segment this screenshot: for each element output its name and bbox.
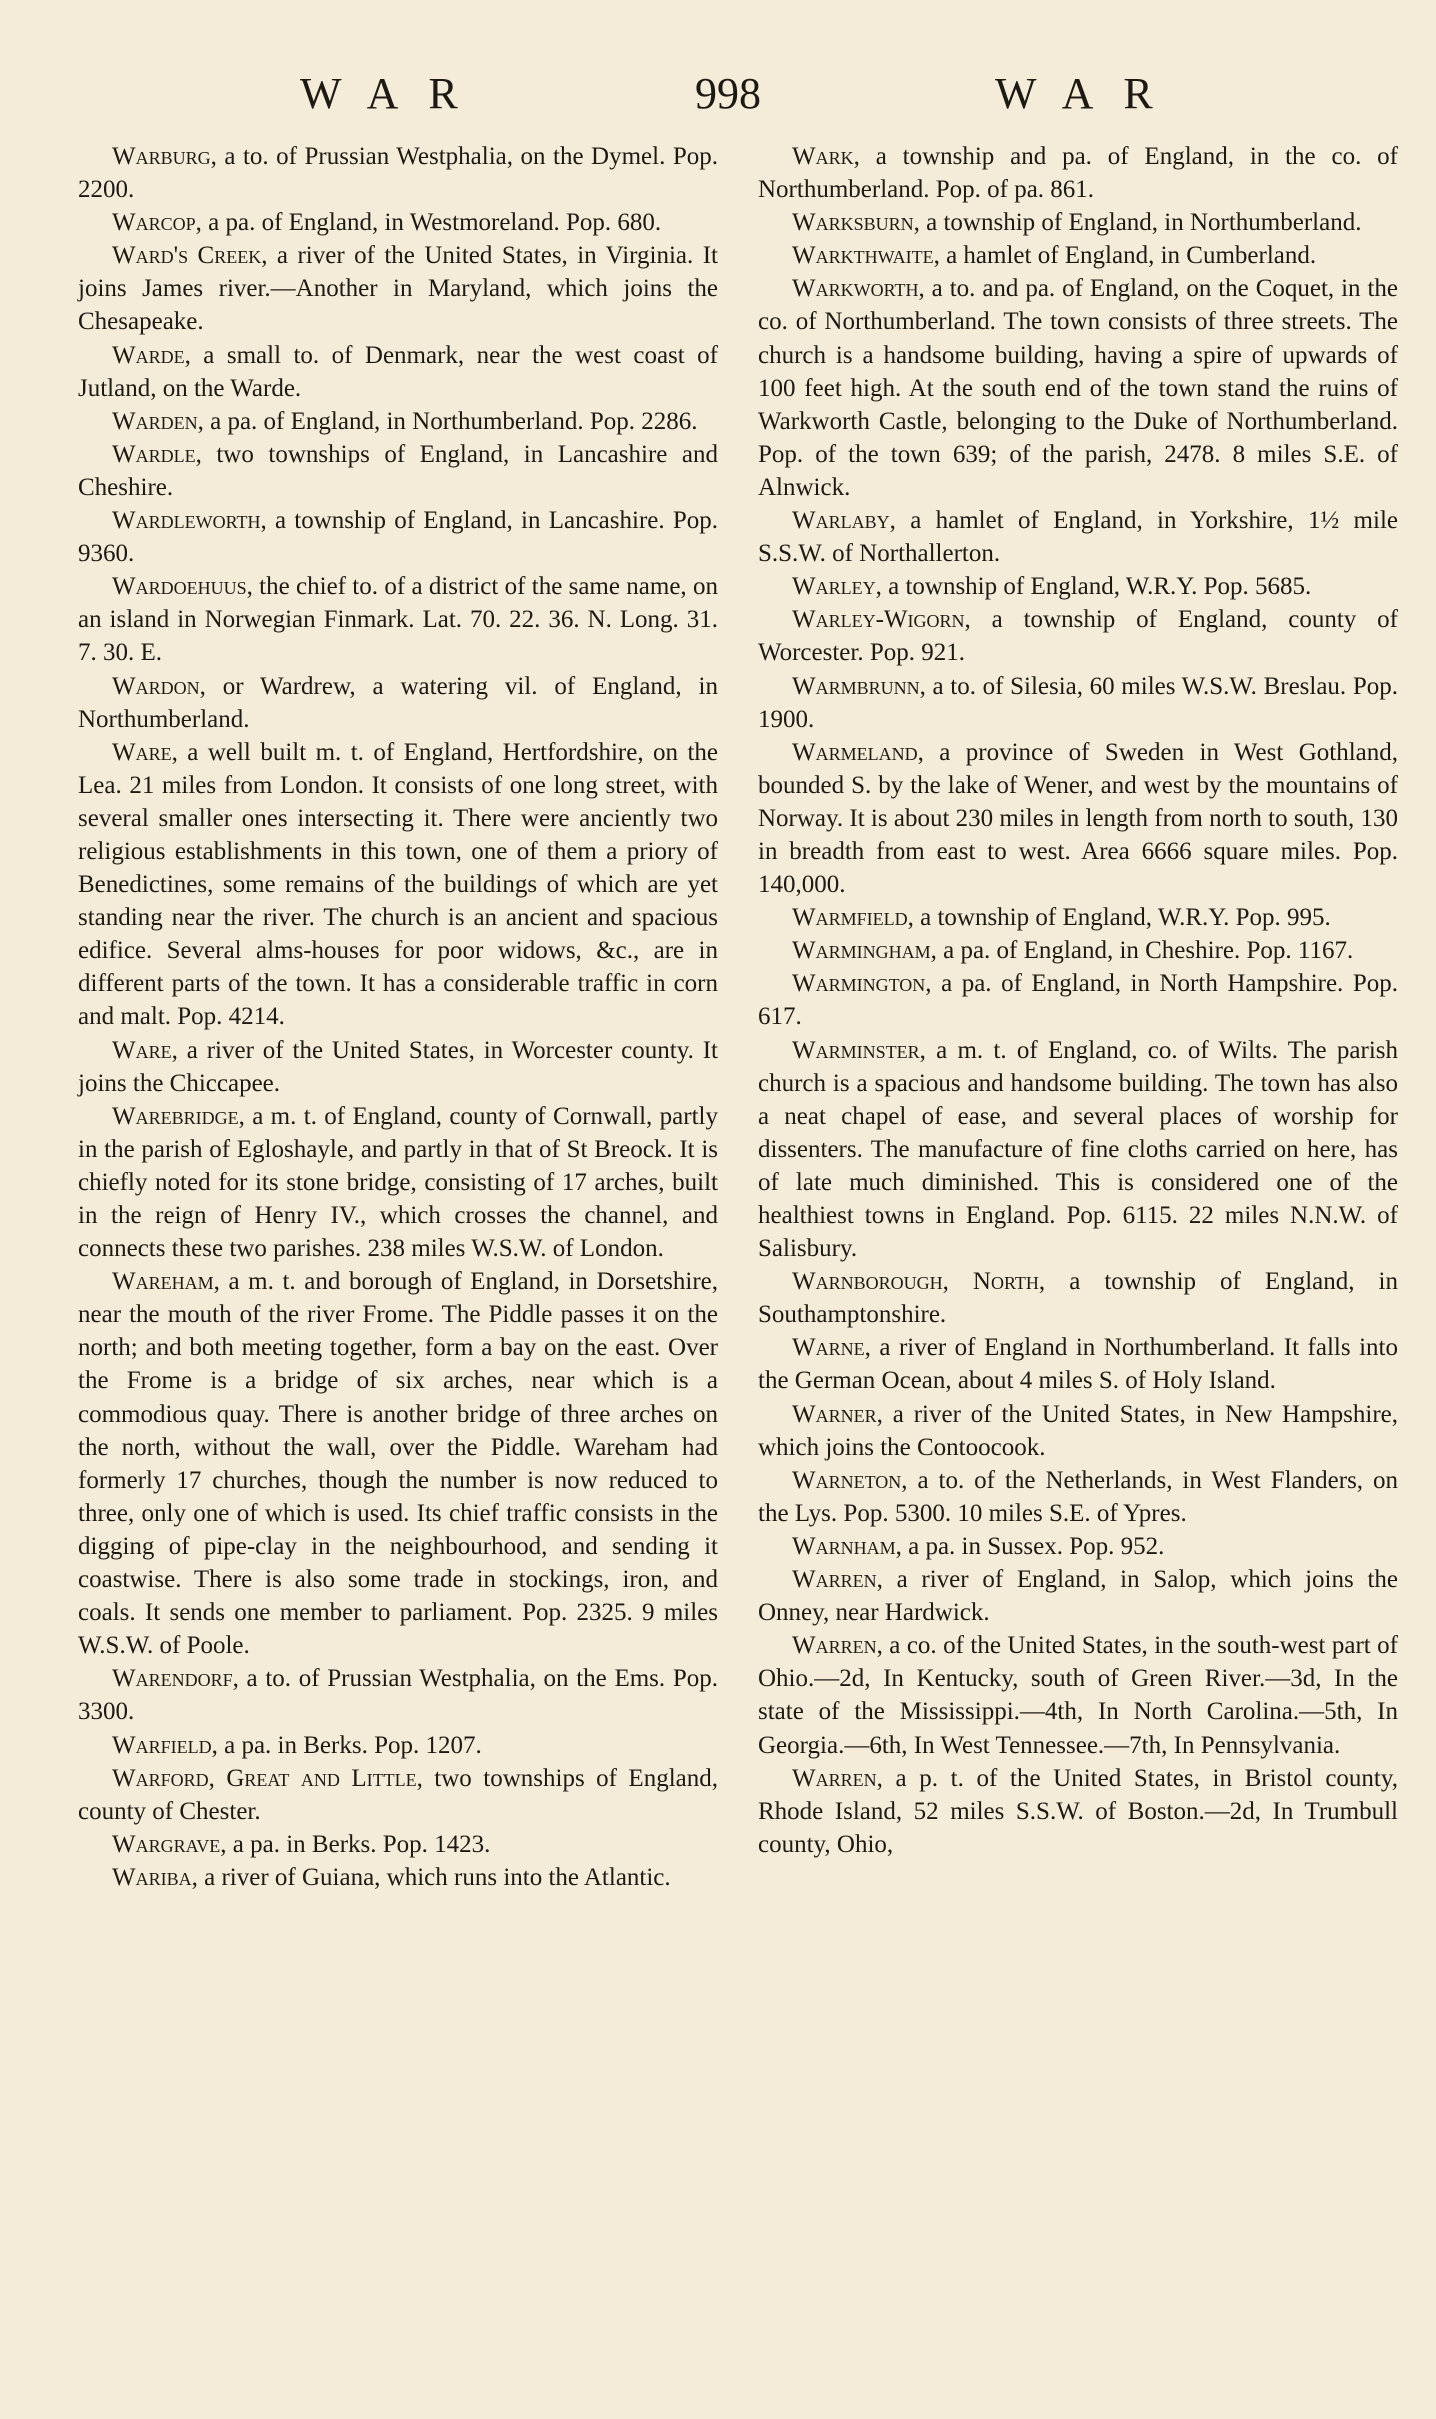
entry-headword: Warner,	[792, 1400, 883, 1428]
gazetteer-entry	[78, 1100, 718, 1265]
entry-headword: Wardleworth,	[112, 507, 267, 535]
entry-text: a river of the United States, in New Hampshire, which joins the Contoocook.	[758, 1400, 1398, 1461]
gazetteer-entry	[758, 1398, 1398, 1464]
gazetteer-entry	[78, 1762, 718, 1828]
entry-text: the chief to. of a district of the same name, on an island in Norwegian Finmark. Lat. 70. 22. 36. N. Long. 31. 7. 30. E.	[78, 573, 718, 667]
header-left: WAR	[300, 69, 488, 118]
entry-text: a river of England, in Salop, which joins the Onney, near Hardwick.	[758, 1566, 1398, 1627]
entry-text: a pa. in Berks. Pop. 1423.	[226, 1830, 491, 1858]
gazetteer-entry	[758, 206, 1398, 239]
gazetteer-entry	[758, 272, 1398, 504]
entry-headword: Warlaby,	[792, 507, 896, 535]
entry-text: or Wardrew, a watering vil. of England, in Northumberland.	[78, 672, 718, 733]
entry-headword: Warfield,	[112, 1731, 218, 1759]
entry-text: a township and pa. of England, in the co. of Northumberland. Pop. of pa. 861.	[758, 143, 1398, 204]
entry-headword: Wareham,	[112, 1268, 220, 1296]
gazetteer-entry	[78, 206, 718, 239]
entry-text: a pa. in Berks. Pop. 1207.	[217, 1731, 482, 1759]
entry-headword: Ware,	[112, 738, 178, 766]
entry-headword: Warley,	[792, 573, 882, 601]
gazetteer-entry	[758, 1464, 1398, 1530]
entry-text: a township of England, W.R.Y. Pop. 5685.	[881, 573, 1312, 601]
entry-headword: Warde,	[112, 341, 191, 369]
gazetteer-entry	[758, 570, 1398, 603]
entry-text: a pa. in Sussex. Pop. 952.	[901, 1532, 1165, 1560]
entry-headword: Ware,	[112, 1036, 178, 1064]
entry-headword: Warneton,	[792, 1466, 908, 1494]
entry-text: a to. of Prussian Westphalia, on the Ems. Pop. 3300.	[78, 1665, 718, 1726]
entry-headword: Warksburn,	[792, 209, 920, 237]
gazetteer-entry	[78, 570, 718, 669]
page-number: 998	[695, 69, 761, 118]
entry-text: a pa. of England, in Cheshire. Pop. 1167.	[936, 937, 1354, 965]
entry-text: a township of England, W.R.Y. Pop. 995.	[913, 904, 1331, 932]
header-right: WAR	[995, 69, 1183, 118]
gazetteer-entry	[758, 239, 1398, 272]
entry-text: a pa. of England, in Westmoreland. Pop. 680.	[201, 209, 662, 237]
entry-headword: Wariba,	[112, 1863, 198, 1891]
gazetteer-entry	[758, 967, 1398, 1033]
entry-text: a township of England, in Lancashire. Pop. 9360.	[78, 507, 718, 568]
entry-headword: Warburg,	[112, 143, 217, 170]
entry-headword: Wardle,	[112, 440, 202, 468]
entry-headword: Warkthwaite,	[792, 242, 940, 270]
entry-text: a to. of Prussian Westphalia, on the Dymel. Pop. 2200.	[78, 143, 718, 204]
entry-headword: Warendorf,	[112, 1665, 239, 1693]
entry-text: a pa. of England, in North Hampshire. Pop. 617.	[758, 970, 1398, 1031]
gazetteer-entry	[78, 239, 718, 338]
entry-text: a m. t. and borough of England, in Dorsetshire, near the mouth of the river Frome. The Piddle passes it on the north; and both meeting together, form a bay on the east. Over the Frome is a bridge of six arches, near which is a commodious quay. There is another bridge of three arches on the north, without the wall, over the Piddle. Wareham had formerly 17 churches, though the number is now reduced to three, only one of which is used. Its chief traffic consists in the digging of pipe-clay in the neighbourhood, and sending it coastwise. There is also some trade in stockings, iron, and coals. It sends one member to parliament. Pop. 2325. 9 miles W.S.W. of Poole.	[78, 1268, 718, 1660]
entry-headword: Warne,	[792, 1334, 871, 1362]
entry-text: a township of England, county of Worcester. Pop. 921.	[758, 606, 1398, 667]
gazetteer-entry	[758, 736, 1398, 901]
entry-text: a to. and pa. of England, on the Coquet, in the co. of Northumberland. The town consists of three streets. The church is a handsome building, having a spire of upwards of 100 feet high. At the south end of the town stand the ruins of Warkworth Castle, belonging to the Duke of Northumberland. Pop. of the town 639; of the parish, 2478. 8 miles S.E. of Alnwick.	[758, 275, 1398, 501]
gazetteer-entry	[758, 1034, 1398, 1266]
entry-headword: Warebridge,	[112, 1102, 245, 1130]
left-column	[78, 140, 718, 1894]
entry-headword: Warminster,	[792, 1036, 926, 1064]
gazetteer-entry	[758, 603, 1398, 669]
gazetteer-entry	[758, 934, 1398, 967]
gazetteer-entry	[78, 339, 718, 405]
gazetteer-entry	[758, 1629, 1398, 1761]
gazetteer-entry	[78, 405, 718, 438]
entry-text: a hamlet of England, in Cumberland.	[939, 242, 1317, 270]
gazetteer-entry	[758, 1563, 1398, 1629]
entry-headword: Warren,	[792, 1566, 883, 1594]
entry-headword: Wargrave,	[112, 1830, 227, 1858]
gazetteer-entry	[758, 504, 1398, 570]
gazetteer-entry	[78, 736, 718, 1034]
right-column	[758, 140, 1398, 1861]
running-header	[300, 68, 1200, 128]
entry-headword: Wark,	[792, 143, 860, 170]
entry-headword: Warden,	[112, 407, 204, 435]
entry-headword: Ward's Creek,	[112, 242, 268, 270]
entry-text: a p. t. of the United States, in Bristol county, Rhode Island, 52 miles S.S.W. of Boston.—2d, In Trumbull county, Ohio,	[758, 1764, 1398, 1858]
entry-text: a small to. of Denmark, near the west coast of Jutland, on the Warde.	[78, 341, 718, 402]
gazetteer-entry	[758, 901, 1398, 934]
entry-text: two townships of England, county of Chester.	[78, 1764, 718, 1825]
entry-headword: Warren,	[792, 1632, 883, 1660]
gazetteer-entry	[758, 1331, 1398, 1397]
entry-text: a township of England, in Southamptonshire.	[758, 1268, 1398, 1329]
entry-text: a to. of the Netherlands, in West Flanders, on the Lys. Pop. 5300. 10 miles S.E. of Ypres.	[758, 1466, 1398, 1527]
entry-headword: Warren,	[792, 1764, 883, 1792]
gazetteer-entry	[78, 1265, 718, 1662]
entry-headword: Warcop,	[112, 209, 202, 237]
entry-text: two townships of England, in Lancashire and Cheshire.	[78, 440, 718, 501]
entry-headword: Warmeland,	[792, 738, 924, 766]
gazetteer-entry	[78, 1662, 718, 1728]
gazetteer-entry	[78, 1729, 718, 1762]
entry-headword: Warnham,	[792, 1532, 902, 1560]
gazetteer-entry	[78, 140, 718, 206]
entry-headword: Warford, Great and Little,	[112, 1764, 423, 1792]
entry-headword: Warmbrunn,	[792, 672, 926, 700]
gazetteer-entry	[758, 140, 1398, 206]
gazetteer-entry	[78, 504, 718, 570]
entry-text: a river of the United States, in Worcester county. It joins the Chiccapee.	[78, 1036, 718, 1097]
entry-headword: Wardon,	[112, 672, 206, 700]
gazetteer-entry	[758, 670, 1398, 736]
gazetteer-entry	[78, 1828, 718, 1861]
entry-headword: Warmfield,	[792, 904, 914, 932]
gazetteer-entry	[78, 1034, 718, 1100]
entry-headword: Warmington,	[792, 970, 932, 998]
entry-text: a river of the United States, in Virginia. It joins James river.—Another in Maryland, which joins the Chesapeake.	[78, 242, 718, 336]
gazetteer-entry	[758, 1265, 1398, 1331]
entry-text: a province of Sweden in West Gothland, bounded S. by the lake of Wener, and west by the mountains of Norway. It is about 230 miles in length from north to south, 130 in breadth from east to west. Area 6666 square miles. Pop. 140,000.	[758, 738, 1398, 899]
entry-text: a m. t. of England, county of Cornwall, partly in the parish of Egloshayle, and partly in that of St Breock. It is chiefly noted for its stone bridge, consisting of 17 arches, built in the reign of Henry IV., which crosses the channel, and connects these two parishes. 238 miles W.S.W. of London.	[78, 1102, 718, 1263]
entry-text: a hamlet of England, in Yorkshire, 1½ mile S.S.W. of Northallerton.	[758, 507, 1398, 568]
entry-headword: Warnborough, North,	[792, 1268, 1046, 1296]
entry-text: a well built m. t. of England, Hertfordshire, on the Lea. 21 miles from London. It consists of one long street, with several smaller ones intersecting it. There were anciently two religious establishments in this town, one of them a priory of Benedictines, some remains of the buildings of which are yet standing near the river. The church is an ancient and spacious edifice. Several alms-houses for poor widows, &c., are in different parts of the town. It has a considerable traffic in corn and malt. Pop. 4214.	[78, 738, 718, 1031]
gazetteer-entry	[78, 1861, 718, 1894]
gazetteer-entry	[758, 1762, 1398, 1861]
gazetteer-entry	[78, 438, 718, 504]
entry-text: a m. t. of England, co. of Wilts. The parish church is a spacious and handsome building. The town has also a neat chapel of ease, and several places of worship for dissenters. The manufacture of fine cloths carried on here, has of late much diminished. This is considered one of the healthiest towns in England. Pop. 6115. 22 miles N.N.W. of Salisbury.	[758, 1036, 1398, 1263]
entry-headword: Warmingham,	[792, 937, 937, 965]
gazetteer-entry	[758, 1530, 1398, 1563]
entry-text: a pa. of England, in Northumberland. Pop. 2286.	[203, 407, 698, 435]
entry-headword: Warkworth,	[792, 275, 925, 303]
entry-text: a co. of the United States, in the south-west part of Ohio.—2d, In Kentucky, south of Green River.—3d, In the state of the Mississippi.—4th, In North Carolina.—5th, In Georgia.—6th, In West Tennessee.—7th, In Pennsylvania.	[758, 1632, 1398, 1759]
entry-text: a township of England, in Northumberland.	[919, 209, 1362, 237]
entry-headword: Wardoehuus,	[112, 573, 253, 601]
entry-text: a river of England in Northumberland. It falls into the German Ocean, about 4 miles S. of Holy Island.	[758, 1334, 1398, 1395]
entry-headword: Warley-Wigorn,	[792, 606, 971, 634]
entry-text: a to. of Silesia, 60 miles W.S.W. Breslau. Pop. 1900.	[758, 672, 1398, 733]
gazetteer-entry	[78, 670, 718, 736]
entry-text: a river of Guiana, which runs into the Atlantic.	[197, 1863, 671, 1891]
